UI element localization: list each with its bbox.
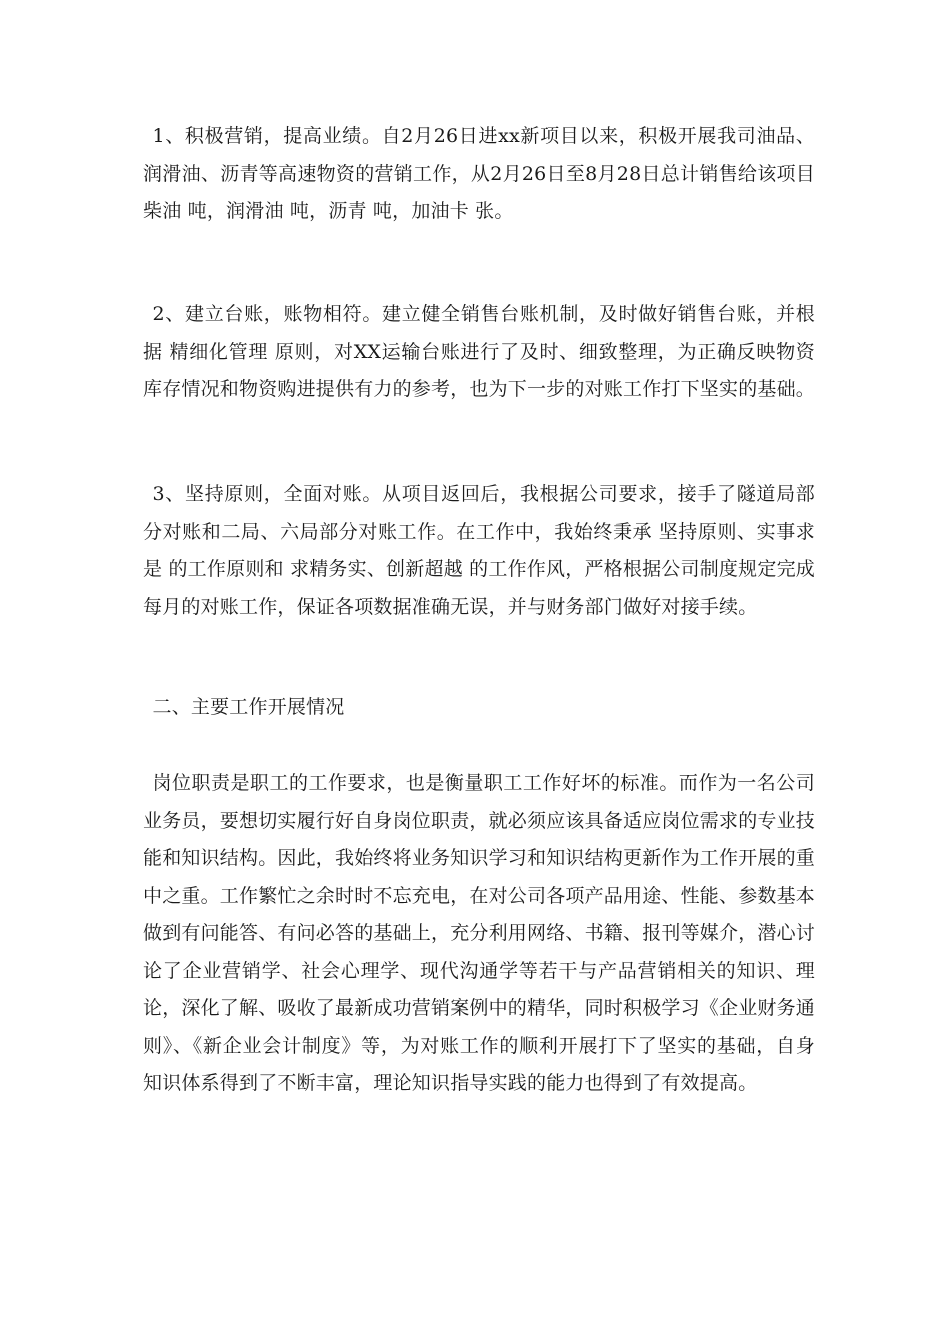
paragraph-job-duties: 岗位职责是职工的工作要求，也是衡量职工工作好坏的标准。而作为一名公司业务员，要想切实履行好自身岗位职责，就必须应该具备适应岗位需求的专业技能和知识结构。因此，我始终将业务知识学习和知识结构更新作为工作开展的重中之重。工作繁忙之余时时不忘充电，在对公司各项产品用途、性能、参数基本做到有问能答、有问必答的基础上，充分利用网络、书籍、报刊等媒介，潜心讨论了企业营销学、社会心理学、现代沟通学等若干与产品营销相关的知识、理论，深化了解、吸收了最新成功营销案例中的精华，同时积极学习《企业财务通则》、《新企业会计制度》等，为对账工作的顺利开展打下了坚实的基础，自身知识体系得到了不断丰富，理论知识指导实践的能力也得到了有效提高。 xyxy=(143,772,816,1094)
section-heading: 二、主要工作开展情况 xyxy=(152,696,345,718)
paragraph-marketing: 1、积极营销，提高业绩。自2月26日进xx新项目以来，积极开展我司油品、润滑油、沥青等高速物资的营销工作，从2月26日至8月28日总计销售给该项目柴油 吨，润滑油 吨，沥青 吨，加油卡 张。 xyxy=(143,125,815,222)
paragraph-ledger: 2、建立台账，账物相符。建立健全销售台账机制，及时做好销售台账，并根据 精细化管理 原则，对XX运输台账进行了及时、细致整理，为正确反映物资库存情况和物资购进提供有力的参考，也为下一步的对账工作打下坚实的基础。 xyxy=(143,303,816,400)
paragraph-reconciliation: 3、坚持原则，全面对账。从项目返回后，我根据公司要求，接手了隧道局部分对账和二局、六局部分对账工作。在工作中，我始终秉承 坚持原则、实事求是 的工作原则和 求精务实、创新超越 的工作作风，严格根据公司制度规定完成每月的对账工作，保证各项数据准确无误，并与财务部门做好对接手续。 xyxy=(143,483,815,618)
